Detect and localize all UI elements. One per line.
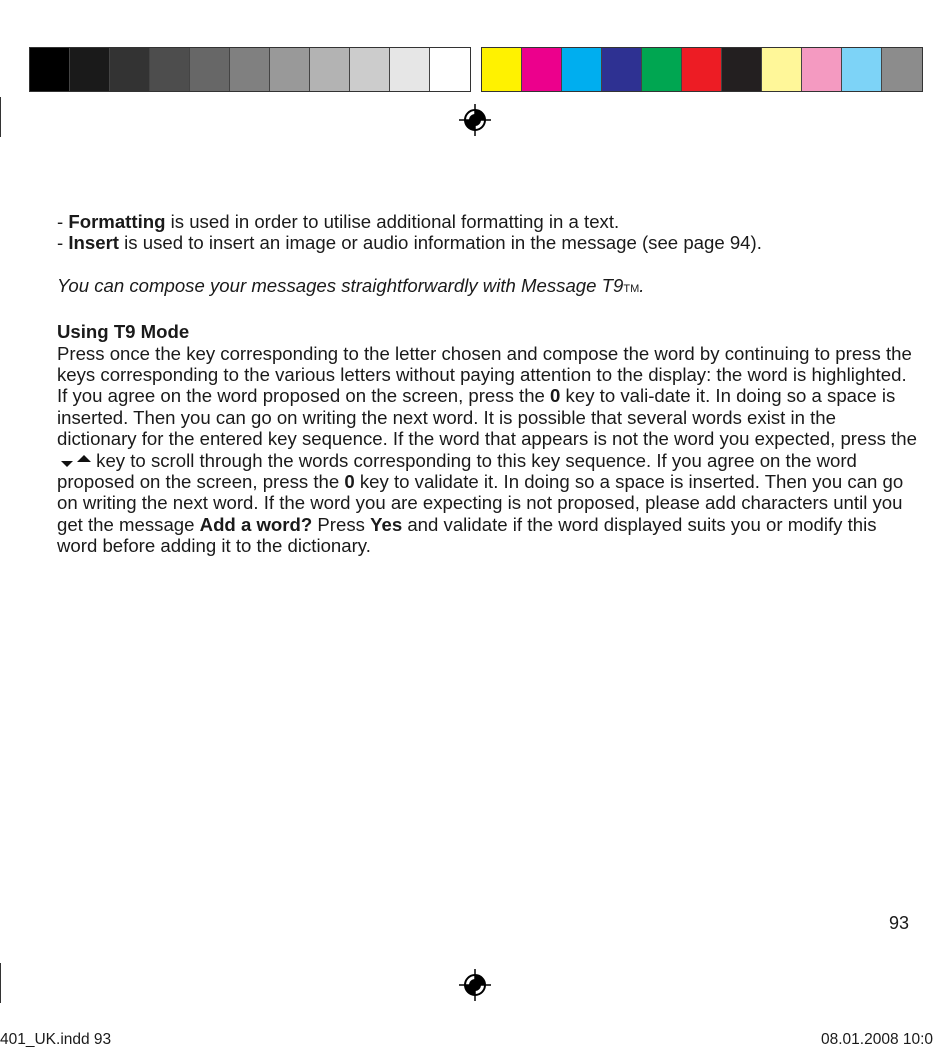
insert-text: is used to insert an image or audio information in the message (see page 94). <box>119 232 762 254</box>
swatch-red <box>682 48 722 91</box>
intro-end: . <box>639 274 645 296</box>
crop-mark-top <box>0 97 1 137</box>
section-heading: Using T9 Mode <box>57 321 190 343</box>
slug-file-info: 401_UK.indd 93 <box>0 1031 112 1048</box>
swatch-cyan <box>562 48 602 91</box>
registration-mark-icon <box>458 103 492 137</box>
key-zero: 0 <box>344 471 355 493</box>
process-color-bar <box>481 47 923 92</box>
swatch-black <box>722 48 762 91</box>
t9-text-6: and validate if the word displayed suits you or modify this word before adding it to the dictionary. <box>57 513 877 557</box>
add-word-message: Add a word? <box>199 513 313 535</box>
crop-mark-bottom <box>0 963 1 1003</box>
swatch-magenta <box>522 48 562 91</box>
swatch-gray-4 <box>150 48 190 91</box>
swatch-gray-6 <box>230 48 270 91</box>
trademark: TM <box>623 282 640 295</box>
t9-text-3: key to scroll through the words corresponding to this key sequence. If you agree on the word proposed on the screen, press the <box>57 449 857 493</box>
swatch-gray <box>882 48 922 91</box>
registration-mark-icon <box>458 968 492 1002</box>
swatch-gray-10 <box>390 48 430 91</box>
swatch-yellow <box>482 48 522 91</box>
t9-text-1: Press once the key corresponding to the letter chosen and compose the word by continuing to press the keys corresponding to the various letters without paying attention to the display: the word is highlighted. If you agree on the word proposed on the screen, press the <box>57 342 912 407</box>
t9-paragraph <box>57 343 917 557</box>
page-number: 93 <box>889 913 910 933</box>
swatch-gray-11 <box>430 48 470 91</box>
swatch-light-cyan <box>842 48 882 91</box>
up-down-keys-icon <box>57 451 91 465</box>
intro-line <box>57 275 917 300</box>
swatch-blue <box>602 48 642 91</box>
formatting-text: is used in order to utilise additional formatting in a text. <box>165 211 620 232</box>
swatch-gray-1 <box>30 48 70 91</box>
formatting-item: - Formatting is used in order to utilise additional formatting in a text. <box>57 211 620 232</box>
insert-term: Insert <box>68 232 119 254</box>
key-zero: 0 <box>550 385 561 407</box>
swatch-green <box>642 48 682 91</box>
swatch-light-yellow <box>762 48 802 91</box>
formatting-term: Formatting <box>68 211 166 232</box>
grayscale-color-bar <box>29 47 471 92</box>
page-content <box>57 211 917 557</box>
t9-text-4: key to validate it. In doing so a space is inserted. Then you can go on writing the next word. If the word you are expecting is not proposed, please add characters until you get the message <box>57 471 904 535</box>
swatch-gray-7 <box>270 48 310 91</box>
swatch-gray-5 <box>190 48 230 91</box>
insert-item: - Insert is used to insert an image or audio information in the message (see page 94). <box>57 232 762 254</box>
swatch-gray-9 <box>350 48 390 91</box>
swatch-gray-8 <box>310 48 350 91</box>
yes-label: Yes <box>370 513 403 535</box>
swatch-gray-2 <box>70 48 110 91</box>
swatch-gray-3 <box>110 48 150 91</box>
t9-text-5: Press <box>312 513 371 535</box>
slug-date-info: 08.01.2008 10:0 <box>821 1031 934 1048</box>
t9-text-2: key to vali-date it. In doing so a space is inserted. Then you can go on writing the next word. It is possible that several words exist in the dictionary for the entered key sequence. If the word that appears is not the word you expected, press the <box>57 385 917 450</box>
swatch-pink <box>802 48 842 91</box>
intro-text: You can compose your messages straightforwardly with Message T9 <box>57 274 624 296</box>
